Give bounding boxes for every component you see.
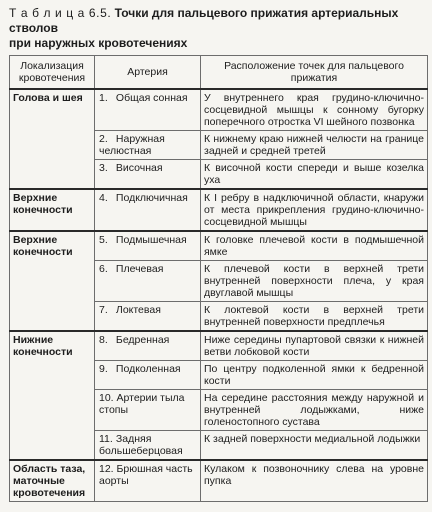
row-number: 12. (99, 463, 114, 475)
artery-cell (95, 302, 201, 332)
row-number: 6. (99, 263, 108, 275)
position-cell: К локтевой кости в верхней трети внутренней поверхности предплечья (201, 302, 428, 332)
artery-cell (95, 361, 201, 390)
artery-name: Подколенная (115, 363, 181, 375)
artery-cell (95, 431, 201, 461)
artery-name: Общая сонная (115, 92, 188, 104)
table-row (10, 460, 428, 502)
loc-cell: Нижние конечности (10, 331, 95, 460)
artery-cell (95, 160, 201, 190)
header-row (10, 56, 428, 90)
position-cell: По центру подколенной ямки к бедренной кости (201, 361, 428, 390)
artery-name: Височная (115, 162, 163, 174)
row-number: 8. (99, 334, 108, 346)
loc-cell: Верхние конечности (10, 189, 95, 231)
artery-cell (95, 189, 201, 231)
position-cell: У внутреннего края грудино-ключично-сосцевидной мышцы к сонному бугорку поперечного отростка VI шейного позвонка (201, 89, 428, 131)
row-number: 11. (99, 433, 113, 445)
header-localization: Локализация кровотечения (10, 56, 95, 90)
table-row (10, 231, 428, 261)
pressure-points-table (9, 55, 428, 502)
row-number: 7. (99, 304, 108, 316)
position-cell: Ниже середины пупартовой связки к нижней ветви лобковой кости (201, 331, 428, 361)
position-cell: На середине расстояния между наружной и внутренней лодыжками, ниже голеностопного сустава (201, 390, 428, 431)
header-artery: Артерия (95, 56, 201, 90)
artery-cell (95, 131, 201, 160)
table-row (10, 89, 428, 131)
artery-cell (95, 261, 201, 302)
artery-name: Брюшная часть аорты (99, 463, 193, 487)
loc-cell: Область таза, маточные кровотечения (10, 460, 95, 502)
artery-name: Локтевая (115, 304, 161, 316)
position-cell: К I ребру в надключичной области, кнаружи от места прикрепления грудино-ключично-сосцевидной мышцы (201, 189, 428, 231)
artery-cell (95, 390, 201, 431)
row-number: 9. (99, 363, 108, 375)
loc-cell: Верхние конечности (10, 231, 95, 331)
table-caption (9, 6, 426, 51)
table-number: Т а б л и ц а 6.5. (9, 6, 112, 20)
position-cell: К головке плечевой кости в подмышечной ямке (201, 231, 428, 261)
artery-cell (95, 331, 201, 361)
header-position: Расположение точек для пальцевого прижатия (201, 56, 428, 90)
artery-name: Наружная челюстная (99, 133, 165, 157)
position-cell: К плечевой кости в верхней трети внутренней поверхности плеча, у края двуглавой мышцы (201, 261, 428, 302)
artery-name: Артерии тыла стопы (99, 392, 185, 416)
artery-name: Подмышечная (115, 234, 187, 246)
artery-cell (95, 231, 201, 261)
position-cell: К задней поверхности медиальной лодыжки (201, 431, 428, 461)
row-number: 5. (99, 234, 108, 246)
row-number: 4. (99, 192, 108, 204)
row-number: 10. (99, 392, 114, 404)
position-cell: К нижнему краю нижней челюсти на границе задней и средней третей (201, 131, 428, 160)
artery-name: Подключичная (115, 192, 188, 204)
position-cell: К височной кости спереди и выше козелка уха (201, 160, 428, 190)
artery-cell (95, 89, 201, 131)
artery-name: Задняя большеберцовая (99, 433, 183, 457)
artery-name: Бедренная (115, 334, 170, 346)
artery-cell (95, 460, 201, 502)
row-number: 3. (99, 162, 108, 174)
loc-cell: Голова и шея (10, 89, 95, 189)
table-title-cont: при наружных кровотечениях (9, 36, 188, 50)
artery-name: Плечевая (115, 263, 164, 275)
table-row (10, 189, 428, 231)
position-cell: Кулаком к позвоночнику слева на уровне пупка (201, 460, 428, 502)
table-row (10, 331, 428, 361)
table-title: Точки для пальцевого прижатия артериальных стволов (9, 6, 399, 35)
row-number: 2. (99, 133, 108, 145)
row-number: 1. (99, 92, 108, 104)
